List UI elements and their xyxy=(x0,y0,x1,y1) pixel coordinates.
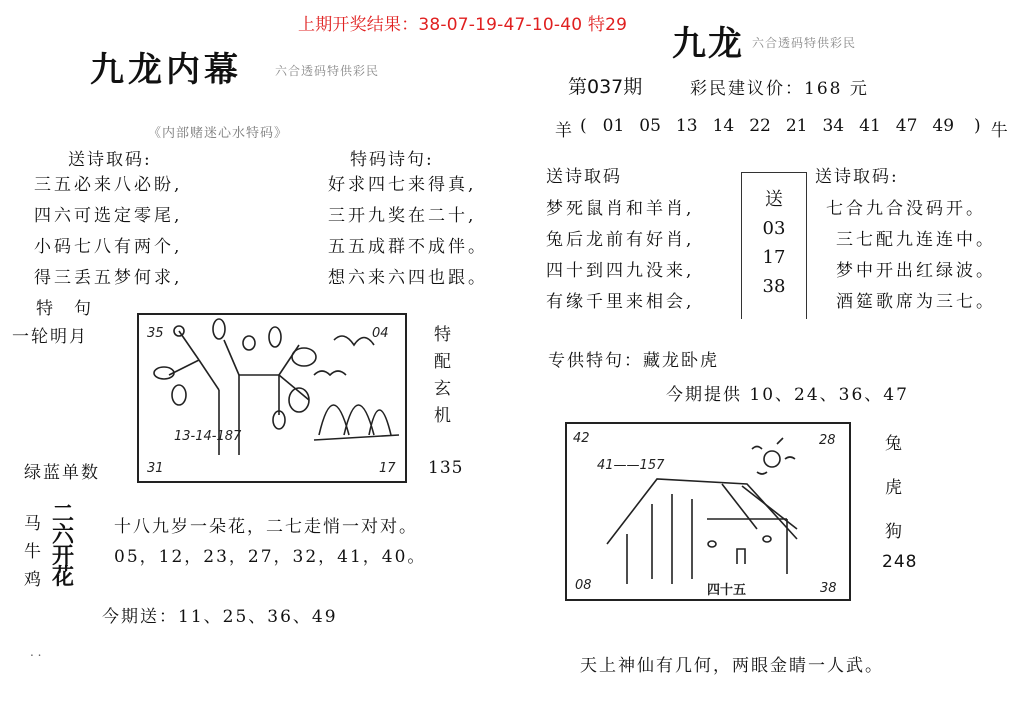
zodiac-column: 马 牛 鸡 xyxy=(24,514,41,590)
left-poem-b-heading: 特码诗句: xyxy=(350,150,434,170)
tree-mountain-sketch-icon xyxy=(139,315,405,481)
right-poem-b-heading: 送诗取码: xyxy=(815,167,899,187)
poem-line: 酒筵歌席为三七。 xyxy=(836,292,996,312)
price-label: 彩民建议价：168 元 xyxy=(690,79,869,99)
right-poem-a xyxy=(546,194,694,318)
right-hint-drawing xyxy=(565,422,851,601)
left-special-label: 特 句 xyxy=(36,299,93,319)
flower-numbers: 05，12，23，27，32，41，40。 xyxy=(114,547,427,567)
right-poem-b xyxy=(826,194,996,318)
poem-line: 梦死鼠肖和羊肖, xyxy=(546,199,695,219)
left-section-heading: 《内部赌迷心水特码》 xyxy=(148,126,289,141)
poem-line: 小码七八有两个, xyxy=(34,237,183,257)
pick-number: 34 xyxy=(822,116,845,136)
pick-number: 22 xyxy=(749,116,771,136)
closing-verse: 天上神仙有几何，两眼金睛一人武。 xyxy=(580,656,884,676)
right-side-number: 248 xyxy=(882,552,918,572)
left-this-issue: 今期送：11、25、36、49 xyxy=(102,607,338,627)
poem-line: 兔后龙前有好肖, xyxy=(546,230,695,250)
color-label: 绿蓝单数 xyxy=(24,463,100,483)
pick-number: 41 xyxy=(859,116,881,136)
left-subtitle: 六合透码特供彩民 xyxy=(275,64,380,78)
right-side-vertical-label: 兔 虎 狗 xyxy=(885,434,902,542)
svg-text:35: 35 xyxy=(147,326,164,341)
right-poem-a-heading: 送诗取码 xyxy=(546,167,622,187)
zodiac-numbers-line: 羊 ( 01 05 13 14 22 21 34 41 47 49 ) 牛 xyxy=(555,116,1008,141)
flower-verse: 十八九岁一朵花，二七走悄一对对。 xyxy=(114,517,418,537)
svg-text:04: 04 xyxy=(372,326,389,341)
poem-line: 五五成群不成伴。 xyxy=(328,237,488,257)
poem-line: 得三丢五梦何求, xyxy=(34,268,183,288)
poem-line: 三七配九连连中。 xyxy=(836,230,996,250)
issue-number: 第037期 xyxy=(568,76,643,98)
svg-text:四十五: 四十五 xyxy=(707,583,747,598)
gift-number: 03 xyxy=(762,218,786,239)
poem-line: 梦中开出红绿波。 xyxy=(836,261,996,281)
pick-number: 01 xyxy=(602,116,625,136)
svg-text:38: 38 xyxy=(820,581,837,596)
svg-text:17: 17 xyxy=(379,461,396,476)
left-side-number: 135 xyxy=(428,458,464,478)
gift-numbers-box: 送 03 17 38 xyxy=(741,172,807,319)
svg-text:13-14-187: 13-14-187 xyxy=(174,429,242,444)
house-sun-sketch-icon xyxy=(567,424,849,599)
pick-number: 47 xyxy=(895,116,918,136)
right-subtitle: 六合透码特供彩民 xyxy=(752,36,857,50)
poem-line: 想六来六四也跟。 xyxy=(328,268,488,288)
poem-line: 四六可选定零尾, xyxy=(34,206,183,226)
left-side-vertical-label: 特 配 玄 机 xyxy=(434,325,451,426)
poem-line: 三五必来八必盼, xyxy=(34,175,183,195)
poem-line: 四十到四九没来, xyxy=(546,261,695,281)
poem-line: 三开九奖在二十, xyxy=(328,206,477,226)
left-poem-b xyxy=(328,170,488,294)
poem-line: 好求四七来得真, xyxy=(328,175,477,195)
right-title: 九龙 xyxy=(672,24,744,64)
left-hint-drawing xyxy=(137,313,407,483)
svg-text:28: 28 xyxy=(819,433,836,448)
svg-text:31: 31 xyxy=(147,461,164,476)
poem-line: 七合九合没码开。 xyxy=(826,199,986,219)
svg-text:42: 42 xyxy=(573,431,590,446)
pick-number: 05 xyxy=(639,116,661,136)
svg-text:41——157: 41——157 xyxy=(597,458,665,473)
gift-number: 17 xyxy=(762,247,786,268)
left-poem-a-heading: 送诗取码: xyxy=(68,150,152,170)
pick-number: 49 xyxy=(932,116,955,136)
pick-number: 13 xyxy=(675,116,698,136)
pick-number: 14 xyxy=(712,116,735,136)
gift-number: 38 xyxy=(762,276,786,297)
dots: . . xyxy=(30,645,42,659)
pick-number: 21 xyxy=(785,116,808,136)
right-special-phrase: 专供特句：藏龙卧虎 xyxy=(548,351,719,371)
left-title: 九龙内幕 xyxy=(90,50,242,90)
left-poem-a xyxy=(34,170,182,294)
last-draw-result-banner: 上期开奖结果：38-07-19-47-10-40 特29 xyxy=(298,15,628,35)
svg-text:08: 08 xyxy=(575,578,592,593)
left-special-value: 一轮明月 xyxy=(12,327,88,347)
right-offer-line: 今期提供 10、24、36、47 xyxy=(666,385,909,405)
poem-line: 有缘千里来相会, xyxy=(546,292,695,312)
flower-title-column: 二 六 开 花 xyxy=(52,502,75,590)
